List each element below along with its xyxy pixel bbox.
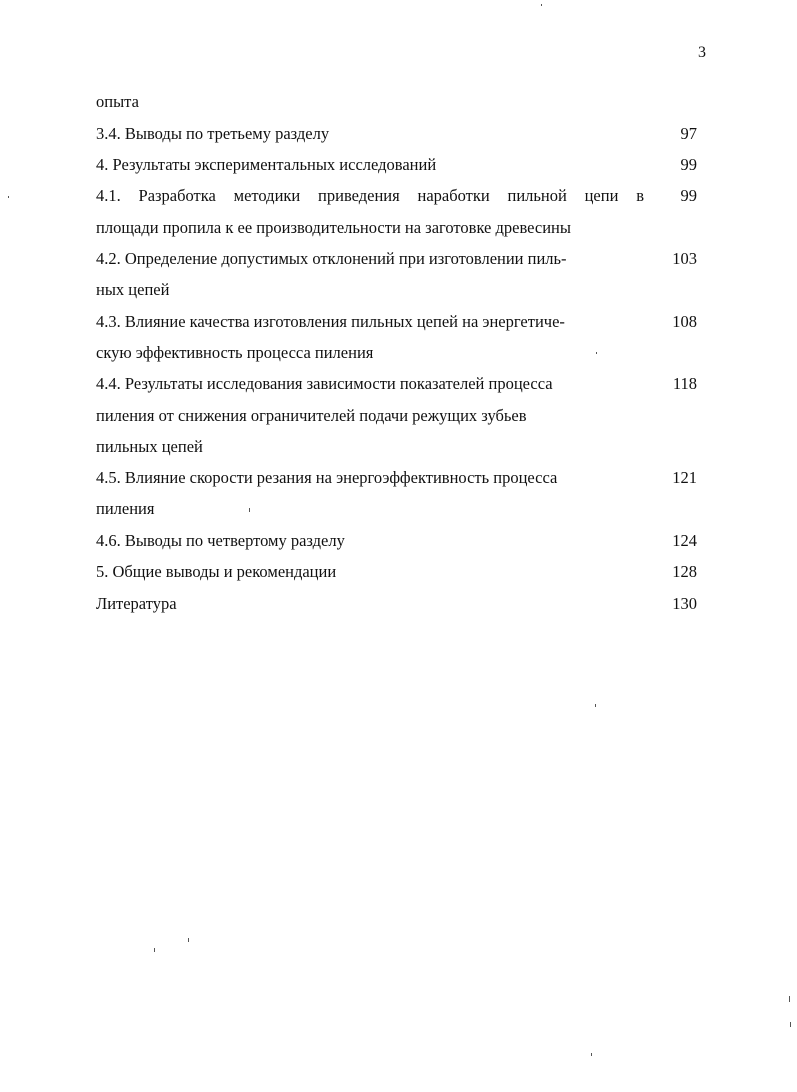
- scan-speck: [591, 1053, 592, 1056]
- toc-page-number: 108: [672, 312, 697, 331]
- toc-line: ных цепей: [96, 280, 170, 299]
- toc-page-number: 128: [672, 562, 697, 581]
- toc-line: пильных цепей: [96, 437, 203, 456]
- page-number: 3: [698, 44, 706, 61]
- toc-page-number: 130: [672, 594, 697, 613]
- toc-page-number: 97: [680, 124, 697, 143]
- toc-page-number: 99: [680, 155, 697, 174]
- scan-speck: [790, 1022, 791, 1027]
- toc-page-number: 118: [672, 374, 697, 393]
- toc-line: 4. Результаты экспериментальных исследований: [96, 155, 437, 174]
- scan-speck: [596, 352, 597, 354]
- toc-line: 4.1. Разработка методики приведения наработки пильной цепи в: [96, 186, 644, 205]
- scan-speck: [188, 938, 189, 942]
- toc-page-number: 121: [672, 468, 697, 487]
- toc-line: 5. Общие выводы и рекомендации: [96, 562, 337, 581]
- toc-line: Литература: [96, 594, 177, 613]
- scan-speck: [541, 4, 542, 6]
- toc-line: 3.4. Выводы по третьему разделу: [96, 124, 330, 143]
- toc-line: 4.2. Определение допустимых отклонений при изготовлении пиль-: [96, 249, 567, 268]
- toc-line: опыта: [96, 92, 139, 111]
- toc-line: площади пропила к ее производительности на заготовке древесины: [96, 218, 571, 237]
- toc-line: 4.3. Влияние качества изготовления пильных цепей на энергетиче-: [96, 312, 565, 331]
- toc-line: 4.6. Выводы по четвертому разделу: [96, 531, 345, 550]
- toc-page-number: 124: [672, 531, 697, 550]
- toc-line: скую эффективность процесса пиления: [96, 343, 374, 362]
- toc-line: 4.4. Результаты исследования зависимости показателей процесса: [96, 374, 553, 393]
- toc-line: 4.5. Влияние скорости резания на энергоэффективность процесса: [96, 468, 558, 487]
- scan-speck: [249, 508, 250, 512]
- toc-line: пиления: [96, 499, 155, 518]
- toc-line: пиления от снижения ограничителей подачи режущих зубьев: [96, 406, 527, 425]
- scan-speck: [789, 996, 790, 1002]
- scan-speck: [8, 196, 9, 198]
- scan-speck: [154, 948, 155, 952]
- scan-speck: [595, 704, 596, 707]
- toc-page-number: 99: [680, 186, 697, 205]
- toc-page-number: 103: [672, 249, 697, 268]
